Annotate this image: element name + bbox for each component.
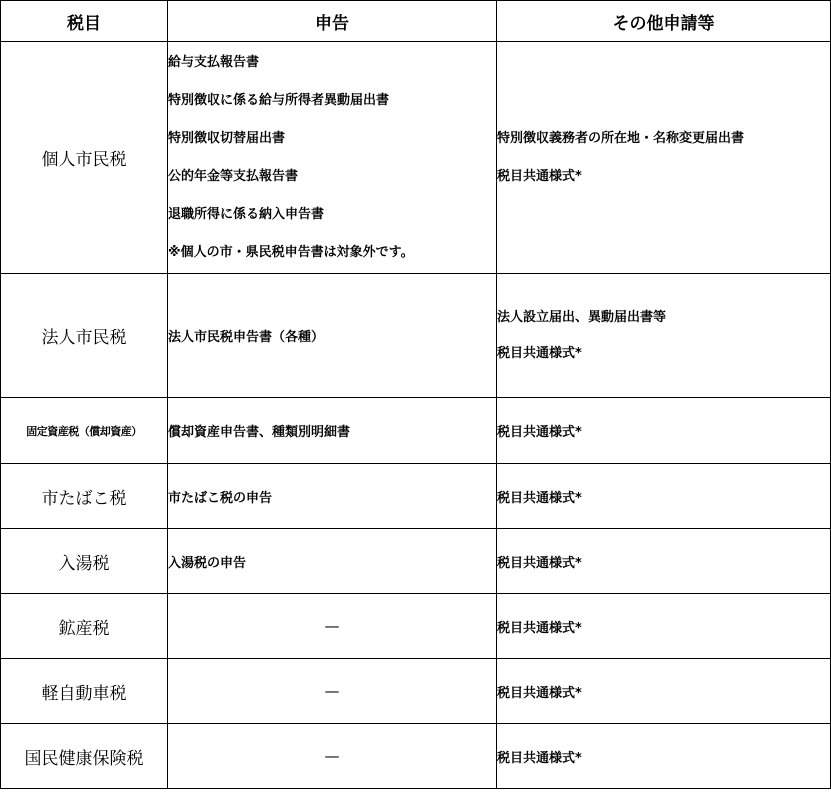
header-filing: 申告 xyxy=(168,1,497,42)
filing-item: 退職所得に係る納入申告書 xyxy=(168,206,325,222)
table-row xyxy=(1,594,831,659)
filing-cell xyxy=(168,42,497,274)
filing-item: — xyxy=(324,682,340,700)
filing-item: 入湯税の申告 xyxy=(168,555,247,571)
filing-item: 特別徴収に係る給与所得者異動届出書 xyxy=(168,92,390,108)
filing-cell xyxy=(168,464,497,529)
other-cell xyxy=(497,594,831,659)
tax-name-cell: 個人市民税 xyxy=(1,42,168,274)
other-cell xyxy=(497,464,831,529)
filing-cell xyxy=(168,398,497,464)
other-item: 法人設立届出、異動届出書等 xyxy=(497,309,667,325)
other-item: 税目共通様式* xyxy=(497,490,582,506)
table-row xyxy=(1,274,831,398)
filing-cell xyxy=(168,274,497,398)
other-item: 税目共通様式* xyxy=(497,750,582,766)
filing-item: 法人市民税申告書（各種） xyxy=(168,330,325,345)
other-cell xyxy=(497,398,831,464)
other-item: 税目共通様式* xyxy=(497,620,582,636)
tax-name-cell: 鉱産税 xyxy=(1,594,168,659)
table-row xyxy=(1,529,831,594)
header-other-applications: その他申請等 xyxy=(497,1,831,42)
table-row xyxy=(1,724,831,789)
other-cell xyxy=(497,659,831,724)
filing-note: ※個人の市・県民税申告書は対象外です。 xyxy=(168,244,414,260)
table-row xyxy=(1,42,831,274)
header-tax-item: 税目 xyxy=(1,1,168,42)
other-item: 税目共通様式* xyxy=(497,555,582,571)
other-item: 特別徴収義務者の所在地・名称変更届出書 xyxy=(497,130,745,146)
other-cell xyxy=(497,274,831,398)
tax-name-cell: 固定資産税（償却資産） xyxy=(1,398,168,464)
other-cell xyxy=(497,529,831,594)
filing-cell xyxy=(168,724,497,789)
tax-name-cell: 軽自動車税 xyxy=(1,659,168,724)
filing-item: 給与支払報告書 xyxy=(168,54,260,70)
other-cell xyxy=(497,724,831,789)
filing-item: 償却資産申告書、種類別明細書 xyxy=(168,425,351,440)
table-row xyxy=(1,659,831,724)
tax-name-cell: 入湯税 xyxy=(1,529,168,594)
table-row xyxy=(1,464,831,529)
filing-item: — xyxy=(324,617,340,635)
filing-item: — xyxy=(324,747,340,765)
filing-item: 市たばこ税の申告 xyxy=(168,490,273,506)
other-item: 税目共通様式* xyxy=(497,345,582,361)
filing-cell xyxy=(168,529,497,594)
header-row xyxy=(1,1,831,42)
tax-name-cell: 国民健康保険税 xyxy=(1,724,168,789)
filing-cell xyxy=(168,659,497,724)
filing-item: 公的年金等支払報告書 xyxy=(168,168,299,184)
other-item: 税目共通様式* xyxy=(497,425,582,440)
other-item: 税目共通様式* xyxy=(497,685,582,701)
tax-name-cell: 法人市民税 xyxy=(1,274,168,398)
table-row xyxy=(1,398,831,464)
filing-item: 特別徴収切替届出書 xyxy=(168,130,286,146)
other-cell xyxy=(497,42,831,274)
tax-name-cell: 市たばこ税 xyxy=(1,464,168,529)
filing-cell xyxy=(168,594,497,659)
other-item: 税目共通様式* xyxy=(497,168,582,184)
